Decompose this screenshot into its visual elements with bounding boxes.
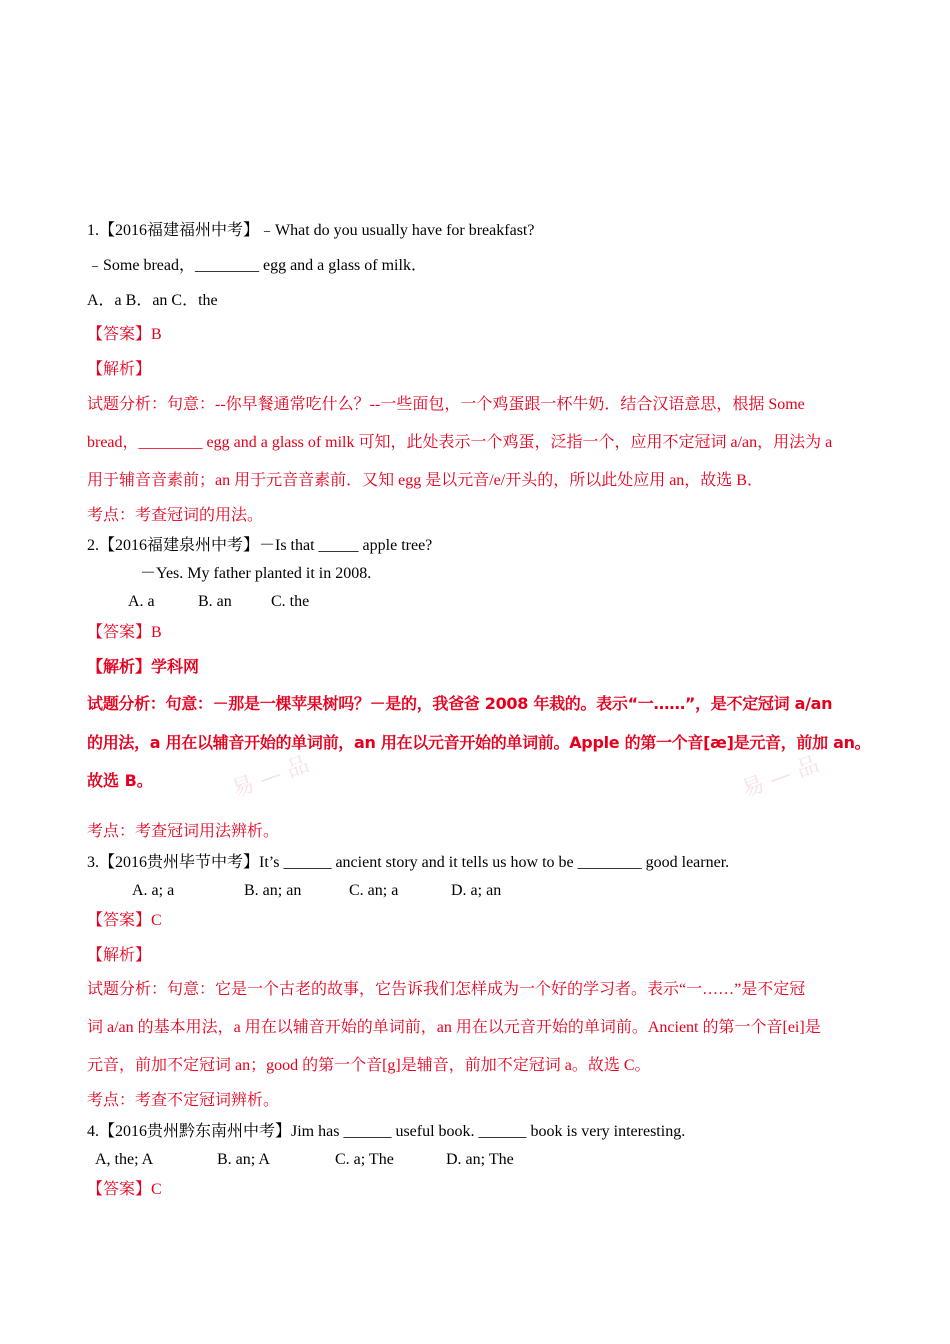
q3-analysis-3: 元音，前加不定冠词 an；good 的第一个音[g]是辅音，前加不定冠词 a。故选 C。	[87, 1057, 651, 1074]
q2-stem: 2.【2016福建泉州中考】－Is that _____ apple tree?	[87, 537, 433, 554]
q2-option-b: B. an	[198, 593, 232, 610]
q1-analysis-3: 用于辅音音素前；an 用于元音音素前．又知 egg 是以元音/e/开头的，所以此处应用 an，故选 B．	[87, 472, 763, 489]
q1-line2: ﹣Some bread，________ egg and a glass of milk．	[87, 257, 427, 274]
q1-point: 考点：考查冠词的用法。	[87, 507, 264, 524]
q4-answer: 【答案】C	[87, 1181, 162, 1198]
q2-point: 考点：考查冠词用法辨析。	[87, 823, 280, 840]
q4-stem: 4.【2016贵州黔东南州中考】Jim has ______ useful book. ______ book is very interesting.	[87, 1123, 686, 1140]
q4-option-c: C. a; The	[335, 1151, 394, 1168]
q1-analysis-1: 试题分析：句意：--你早餐通常吃什么？--一些面包，一个鸡蛋跟一杯牛奶．结合汉语意思，根据 Some	[87, 396, 805, 413]
q3-stem: 3.【2016贵州毕节中考】It’s ______ ancient story and it tells us how to be ________ good learner.	[87, 854, 730, 871]
q2-answer: 【答案】B	[87, 624, 162, 641]
q1-options: A．a B．an C．the	[87, 292, 218, 309]
q3-point: 考点：考查不定冠词辨析。	[87, 1092, 280, 1109]
q2-analysis-1: 试题分析：句意：－那是一棵苹果树吗？－是的，我爸爸 2008 年栽的。表示“一……”，是不定冠词 a/an	[87, 694, 833, 713]
q3-option-a: A. a; a	[132, 882, 175, 899]
q2-option-c: C. the	[271, 593, 310, 610]
q4-option-d: D. an; The	[446, 1151, 514, 1168]
watermark-mark: 易 — 品	[738, 751, 823, 803]
q1-analysis-label: 【解析】	[87, 361, 152, 378]
watermark-mark: 易 — 品	[228, 751, 313, 803]
q3-answer: 【答案】C	[87, 912, 162, 929]
q2-line2: －Yes. My father planted it in 2008.	[140, 565, 372, 582]
q3-option-b: B. an; an	[244, 882, 302, 899]
q2-analysis-label: 【解析】学科网	[87, 657, 200, 676]
q4-option-a: A, the; A	[95, 1151, 154, 1168]
q1-analysis-2: bread，________ egg and a glass of milk 可知，此处表示一个鸡蛋，泛指一个，应用不定冠词 a/an，用法为 a	[87, 434, 833, 451]
q3-analysis-2: 词 a/an 的基本用法，a 用在以辅音开始的单词前，an 用在以元音开始的单词前。Ancient 的第一个音[ei]是	[87, 1019, 821, 1036]
q4-option-b: B. an; A	[217, 1151, 270, 1168]
q1-answer: 【答案】B	[87, 326, 162, 343]
q3-option-c: C. an; a	[349, 882, 399, 899]
q3-analysis-1: 试题分析：句意：它是一个古老的故事，它告诉我们怎样成为一个好的学习者。表示“一……”是不定冠	[87, 981, 806, 998]
q3-option-d: D. a; an	[451, 882, 502, 899]
q2-analysis-2: 的用法，a 用在以辅音开始的单词前，an 用在以元音开始的单词前。Apple 的第一个音[æ]是元音，前加 an。	[87, 733, 871, 752]
q2-option-a: A. a	[128, 593, 155, 610]
q1-stem: 1.【2016福建福州中考】﹣What do you usually have for breakfast?	[87, 222, 535, 239]
q2-analysis-3: 故选 B。	[87, 771, 153, 790]
q3-analysis-label: 【解析】	[87, 947, 152, 964]
